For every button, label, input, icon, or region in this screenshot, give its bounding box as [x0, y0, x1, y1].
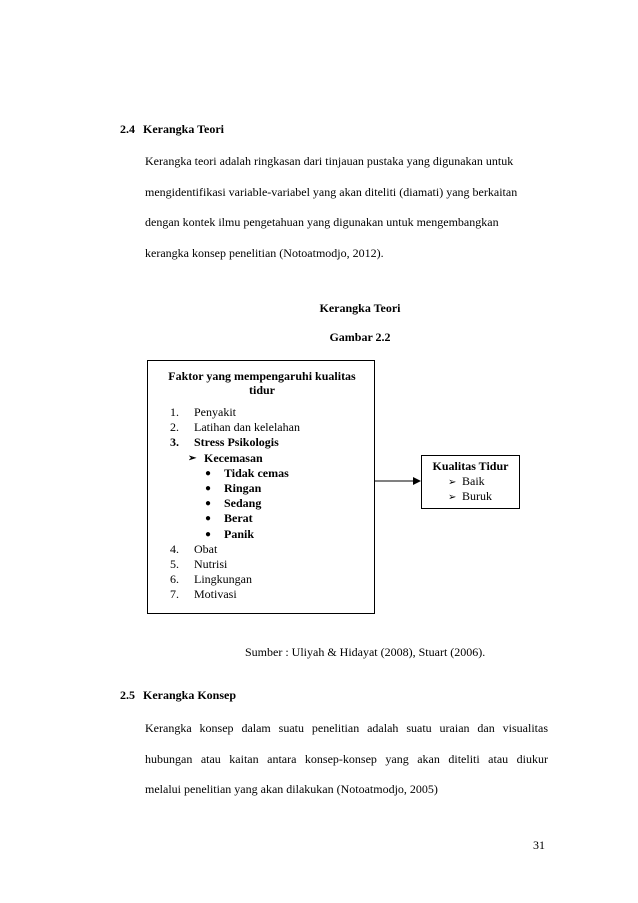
- sub-list-item: [148, 451, 374, 466]
- connector-arrow: [375, 476, 421, 486]
- arrow-bullet-icon: ➢: [188, 452, 197, 464]
- item-number: 5.: [170, 556, 179, 571]
- list-item: [148, 435, 374, 450]
- paragraph-line: Kerangka konsep dalam suatu penelitian adalah suatu uraian dan visualitas: [145, 721, 548, 735]
- paragraph-kerangka-konsep: [145, 713, 548, 805]
- item-text: Stress Psikologis: [194, 435, 279, 450]
- list-item: [148, 420, 374, 435]
- section-heading-2-5: [120, 688, 236, 703]
- sub-level-item: [148, 481, 374, 496]
- factors-list: [148, 405, 374, 602]
- list-item: [148, 557, 374, 572]
- item-text: Lingkungan: [194, 572, 252, 587]
- bullet-icon: ●: [205, 513, 212, 525]
- bullet-icon: ●: [205, 528, 212, 540]
- factors-box: [147, 360, 375, 614]
- bullet-icon: ●: [205, 498, 212, 510]
- factors-box-title: Faktor yang mempengaruhi kualitas tidur: [168, 369, 356, 397]
- sub-level-text: Panik: [224, 526, 255, 541]
- item-number: 4.: [170, 541, 179, 556]
- sub-item-text: Kecemasan: [204, 450, 263, 465]
- arrow-bullet-icon: ➢: [448, 477, 457, 488]
- sub-level-item: [148, 511, 374, 526]
- quality-box: [421, 455, 520, 509]
- item-number: 1.: [170, 405, 179, 419]
- sub-level-text: Tidak cemas: [224, 465, 289, 480]
- section-number: 2.4: [120, 122, 135, 136]
- item-text: Penyakit: [194, 405, 236, 419]
- item-text: Nutrisi: [194, 556, 228, 571]
- paragraph-kerangka-teori: [145, 146, 548, 268]
- page-number: 31: [533, 838, 545, 852]
- item-number: 3.: [170, 435, 179, 450]
- item-number: 2.: [170, 420, 179, 435]
- quality-box-title: Kualitas Tidur: [432, 459, 509, 473]
- quality-item-text: Buruk: [462, 489, 492, 503]
- paragraph-line: kerangka konsep penelitian (Notoatmodjo, 2012).: [145, 245, 384, 260]
- paragraph-line: dengan kontek ilmu pengetahuan yang digunakan untuk mengembangkan: [145, 215, 499, 229]
- item-text: Obat: [194, 541, 218, 556]
- bullet-icon: ●: [205, 467, 212, 479]
- sub-level-item: [148, 527, 374, 542]
- arrow-bullet-icon: ➢: [448, 492, 457, 503]
- item-number: 6.: [170, 572, 179, 587]
- paragraph-line: mengidentifikasi variable-variabel yang akan diteliti (diamati) yang berkaitan: [145, 184, 518, 199]
- section-title: Kerangka Konsep: [143, 688, 237, 702]
- item-text: Latihan dan kelelahan: [194, 420, 300, 435]
- figure-source: Sumber : Uliyah & Hidayat (2008), Stuart (2006).: [245, 645, 486, 659]
- sub-level-text: Berat: [224, 511, 253, 526]
- quality-item: [448, 489, 492, 505]
- sub-level-item: [148, 466, 374, 481]
- paragraph-line: hubungan atau kaitan antara konsep-konsep yang akan diteliti atau diukur: [145, 751, 548, 766]
- list-item: [148, 405, 374, 420]
- sub-level-text: Sedang: [224, 496, 262, 511]
- section-heading-2-4: [120, 122, 224, 137]
- list-item: [148, 587, 374, 602]
- item-text: Motivasi: [194, 587, 237, 602]
- sub-level-text: Ringan: [224, 480, 262, 495]
- paragraph-line: Kerangka teori adalah ringkasan dari tinjauan pustaka yang digunakan untuk: [145, 154, 514, 168]
- list-item: [148, 572, 374, 587]
- section-title: Kerangka Teori: [143, 122, 225, 136]
- bullet-icon: ●: [205, 482, 212, 494]
- figure-title: Kerangka Teori: [319, 301, 401, 315]
- sub-level-item: [148, 496, 374, 511]
- section-number: 2.5: [120, 688, 135, 702]
- quality-item: [448, 474, 485, 490]
- list-item: [148, 542, 374, 557]
- quality-item-text: Baik: [462, 474, 485, 488]
- paragraph-line: melalui penelitian yang akan dilakukan (Notoatmodjo, 2005): [145, 782, 438, 796]
- item-number: 7.: [170, 587, 179, 602]
- figure-label: Gambar 2.2: [329, 330, 391, 344]
